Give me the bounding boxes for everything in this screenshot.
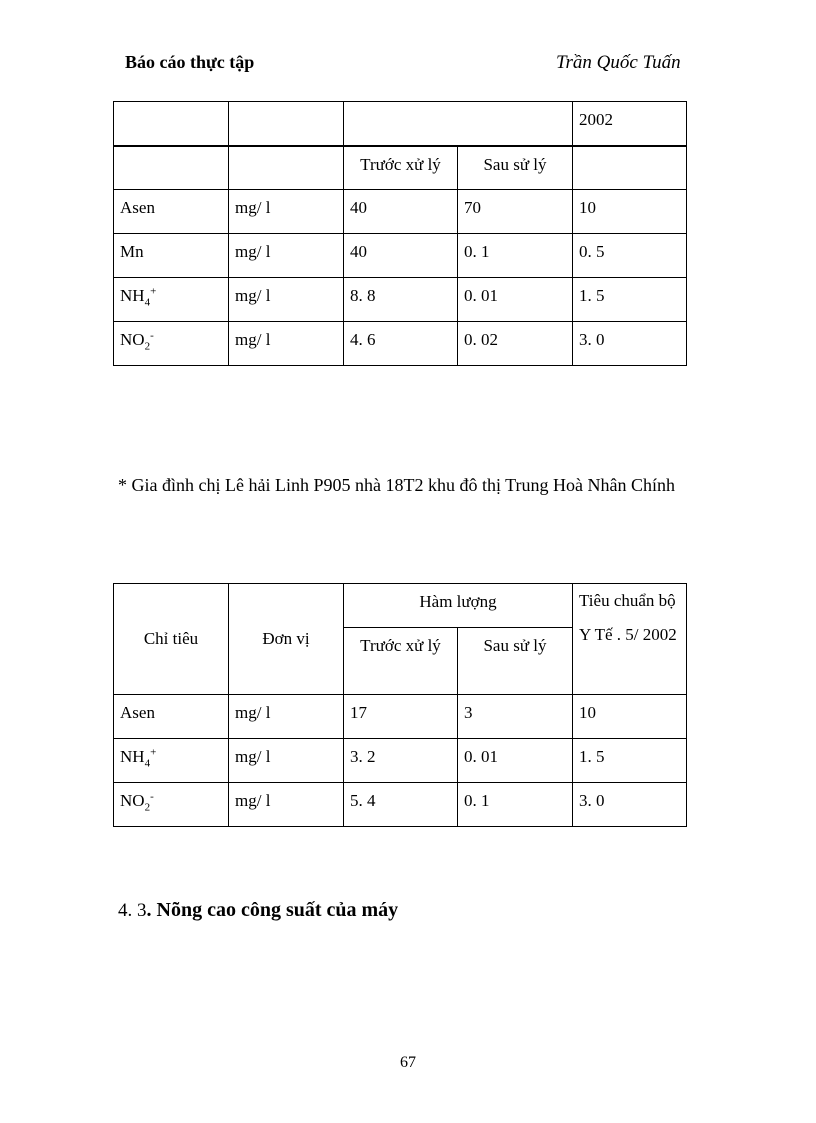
formula-base: NO: [120, 330, 145, 349]
table-cell: [344, 102, 573, 146]
water-quality-table-2: [113, 583, 687, 827]
value-before: 3. 2: [344, 739, 458, 783]
formula-subscript: 4: [144, 757, 151, 770]
value-after: 0. 1: [458, 234, 573, 278]
value-after: 0. 01: [458, 278, 573, 322]
formula-base: NH: [120, 286, 145, 305]
value-after: 70: [458, 190, 573, 234]
water-quality-table-1: [113, 101, 687, 366]
value-standard: 0. 5: [573, 234, 687, 278]
table-header-row: [114, 102, 687, 146]
indicator-name: [114, 739, 229, 783]
page-number: 67: [400, 1054, 416, 1071]
value-standard: 10: [573, 695, 687, 739]
header-author: Trần Quốc Tuấn: [556, 52, 681, 73]
table-cell: [573, 146, 687, 190]
indicator-name: Asen: [114, 190, 229, 234]
section-heading: [118, 899, 398, 922]
indicator-name: [114, 783, 229, 827]
value-standard: 3. 0: [573, 322, 687, 366]
unit: mg/ l: [229, 695, 344, 739]
value-before: 40: [344, 190, 458, 234]
unit: mg/ l: [229, 783, 344, 827]
table-cell: [229, 102, 344, 146]
formula-subscript: 2: [144, 801, 151, 814]
value-before: 8. 8: [344, 278, 458, 322]
header-indicator: Chỉ tiêu: [114, 584, 229, 695]
unit: mg/ l: [229, 278, 344, 322]
formula-superscript: +: [150, 285, 157, 298]
formula-base: NH: [120, 747, 145, 766]
table-subheader-row: [114, 146, 687, 190]
subheader-after: Sau sử lý: [458, 146, 573, 190]
indicator-name: Mn: [114, 234, 229, 278]
value-before: 4. 6: [344, 322, 458, 366]
value-after: 0. 1: [458, 783, 573, 827]
header-report-title: Báo cáo thực tập: [125, 52, 255, 72]
table-row: [114, 234, 687, 278]
subheader-before: Trước xử lý: [344, 146, 458, 190]
table-cell: [114, 146, 229, 190]
header-standard: Tiêu chuẩn bộ Y Tế . 5/ 2002: [573, 584, 687, 695]
formula-superscript: +: [150, 746, 157, 759]
table-cell: [114, 102, 229, 146]
formula-subscript: 2: [144, 340, 151, 353]
table-row: [114, 695, 687, 739]
value-standard: 1. 5: [573, 739, 687, 783]
table-row: [114, 322, 687, 366]
indicator-name: [114, 322, 229, 366]
unit: mg/ l: [229, 322, 344, 366]
table-cell: [229, 146, 344, 190]
unit: mg/ l: [229, 234, 344, 278]
value-after: 3: [458, 695, 573, 739]
subheader-after: Sau sử lý: [458, 628, 573, 695]
value-after: 0. 01: [458, 739, 573, 783]
table-header-row: [114, 584, 687, 628]
indicator-name: [114, 278, 229, 322]
unit: mg/ l: [229, 190, 344, 234]
table-row: [114, 783, 687, 827]
indicator-name: Asen: [114, 695, 229, 739]
table-row: [114, 278, 687, 322]
value-standard: 10: [573, 190, 687, 234]
table-row: [114, 190, 687, 234]
formula-superscript: -: [150, 790, 154, 803]
table-header-year: 2002: [573, 102, 687, 146]
header-unit: Đơn vị: [229, 584, 344, 695]
value-before: 5. 4: [344, 783, 458, 827]
value-standard: 1. 5: [573, 278, 687, 322]
unit: mg/ l: [229, 739, 344, 783]
household-note: * Gia đình chị Lê hải Linh P905 nhà 18T2 khu đô thị Trung Hoà Nhân Chính: [118, 475, 675, 495]
table-row: [114, 739, 687, 783]
value-standard: 3. 0: [573, 783, 687, 827]
subheader-before: Trước xử lý: [344, 628, 458, 695]
value-before: 40: [344, 234, 458, 278]
header-content: Hàm lượng: [344, 584, 573, 628]
formula-superscript: -: [150, 329, 154, 342]
formula-subscript: 4: [144, 296, 151, 309]
section-title: . Nõng cao công suất của máy: [146, 899, 399, 921]
section-number: 4. 3: [118, 900, 147, 921]
value-before: 17: [344, 695, 458, 739]
formula-base: NO: [120, 791, 145, 810]
value-after: 0. 02: [458, 322, 573, 366]
